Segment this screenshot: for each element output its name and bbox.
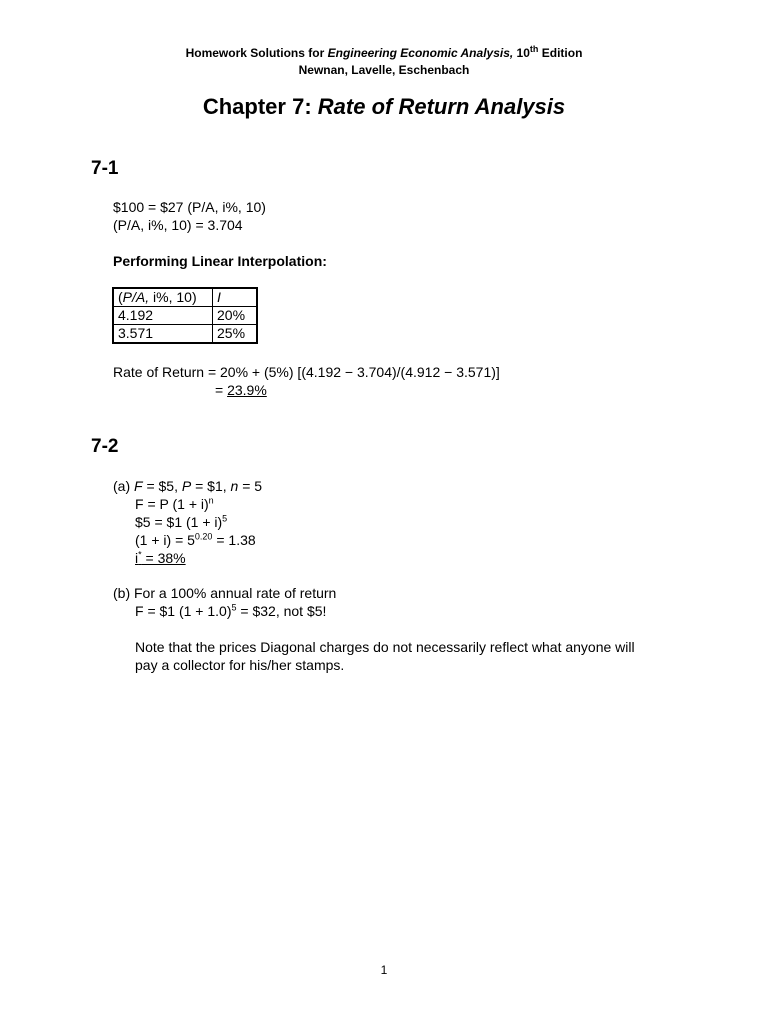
table-header-row (113, 288, 257, 307)
table-cell-i: 20% (213, 307, 258, 325)
part-a-equation-3: $(1 + i) = 5^{0.20} = 1.38$ (135, 531, 256, 548)
interpolation-table (112, 287, 258, 344)
part-a-given: (a) F = $5, P = $1, n = 5 (113, 478, 263, 494)
table-row (113, 307, 257, 325)
table-header-i: I (213, 288, 258, 307)
problem-7-2-heading: 7-2 (91, 436, 119, 457)
header-prefix: Homework Solutions for (185, 46, 328, 60)
book-title: Engineering Economic Analysis, (327, 46, 514, 60)
note-line-2: pay a collector for his/her stamps. (135, 657, 345, 673)
table-row (113, 325, 257, 344)
part-a-equation-1: F = P $(1 + i)^n$ (135, 495, 214, 512)
p1-equation-2: (P/A, i%, 10) = 3.704 (113, 217, 243, 233)
p1-equation-1: $100 = $27 (P/A, i%, 10) (113, 199, 266, 215)
edition-suffix: th (529, 44, 539, 54)
chapter-name: Rate of Return Analysis (317, 94, 566, 119)
interpolation-subheading: Performing Linear Interpolation: (113, 253, 327, 269)
authors: Newnan, Lavelle, Eschenbach (298, 63, 470, 77)
part-a-equation-2: $5 = $1 $(1 + i)^5$ (135, 513, 228, 530)
rate-of-return-line: Rate of Return = 20% + (5%) [(4.192 − 3.704)/(4.912 − 3.571)] (113, 364, 500, 380)
table-cell-pa: 4.192 (113, 307, 213, 325)
note-line-1: Note that the prices Diagonal charges do not necessarily reflect what anyone will (135, 639, 635, 655)
edition-word: Edition (538, 46, 583, 60)
table-header-pa: (P/A, i%, 10) (113, 288, 213, 307)
page-number: 1 (380, 963, 388, 977)
rate-of-return-answer: 23.9% (227, 382, 267, 398)
chapter-label: Chapter 7: (202, 94, 318, 119)
document-header (0, 46, 768, 60)
part-b-equation: F = $1 $(1 + 1.0)^5$ = $32, not $5! (135, 602, 327, 619)
problem-7-1-heading: 7-1 (91, 158, 119, 179)
part-b-text: (b) For a 100% annual rate of return (113, 585, 337, 601)
table-cell-i: 25% (213, 325, 258, 344)
part-a-answer: i* = 38% (135, 549, 186, 566)
edition-number: 10 (513, 46, 530, 60)
chapter-title (0, 94, 768, 120)
rate-of-return-result: = 23.9% (215, 382, 267, 398)
table-cell-pa: 3.571 (113, 325, 213, 344)
